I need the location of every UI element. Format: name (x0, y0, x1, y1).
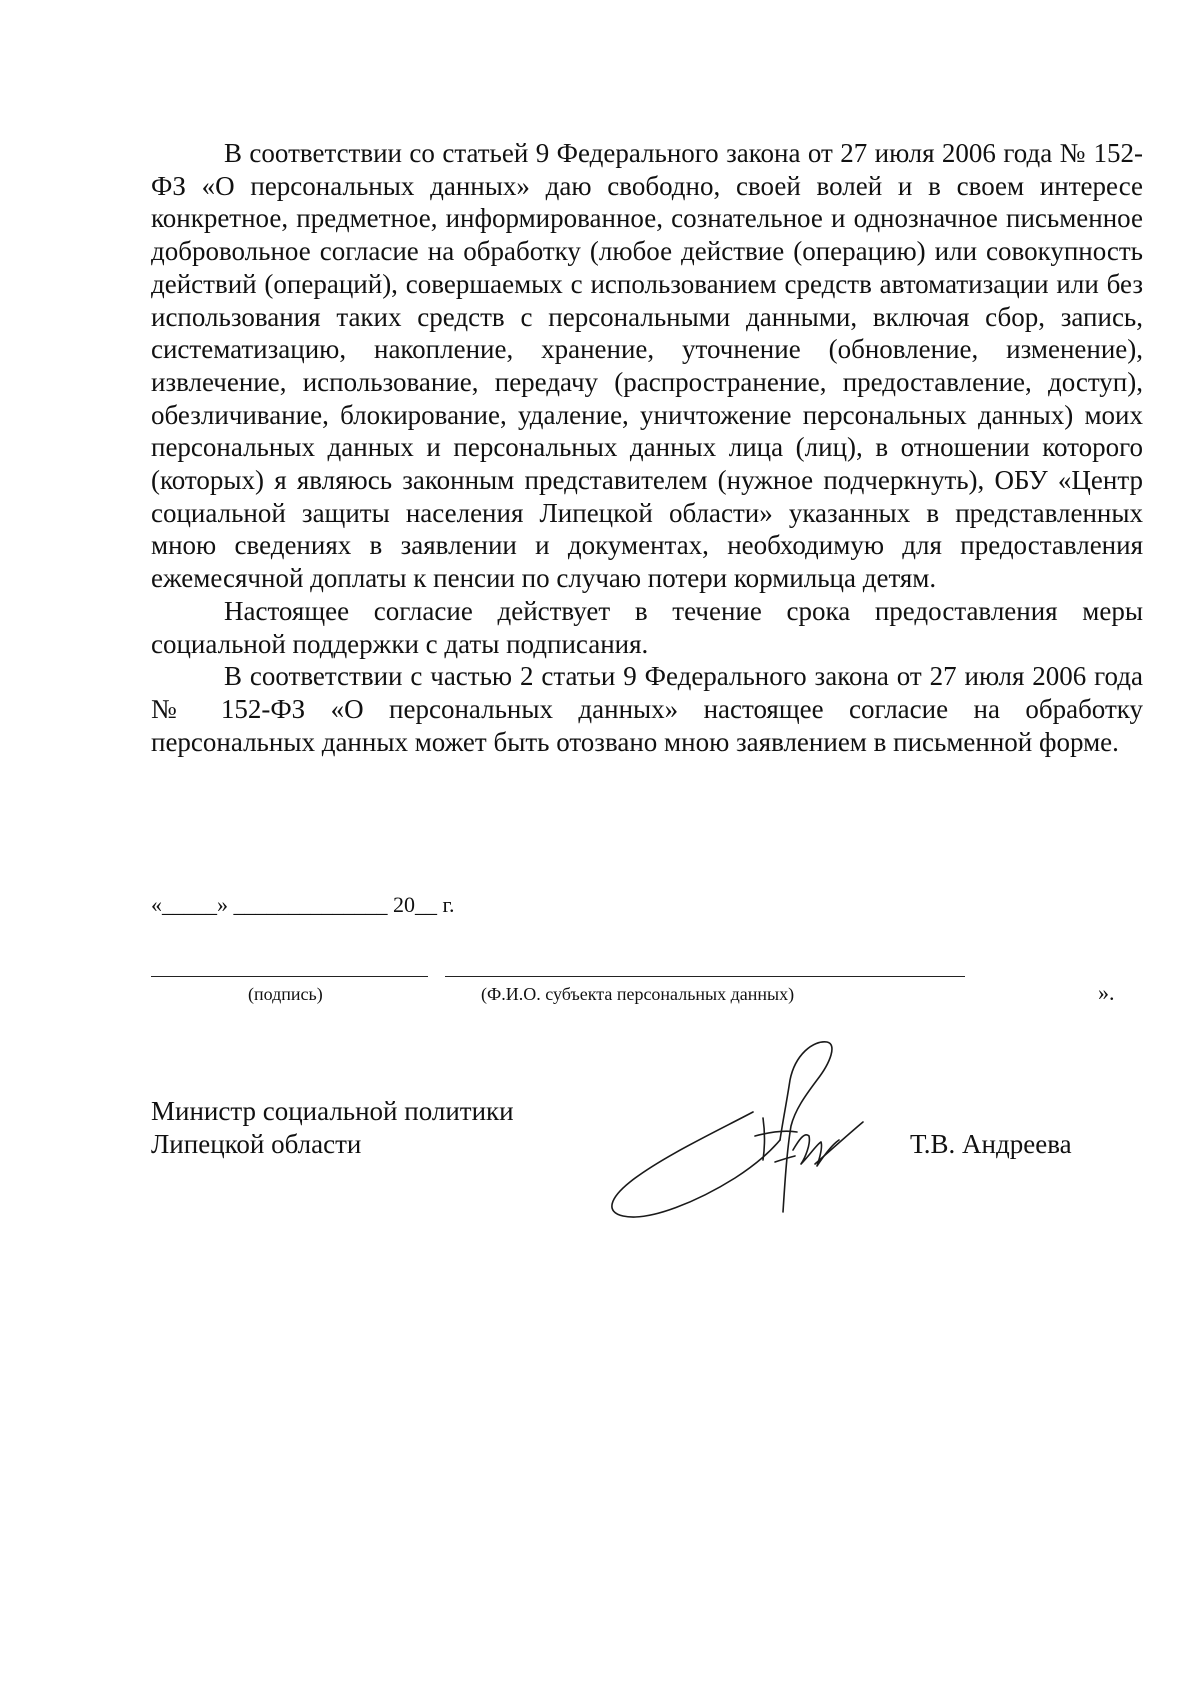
signature-caption: (подпись) (248, 984, 323, 1004)
handwritten-signature (605, 1040, 865, 1230)
position-line-1: Министр социальной политики (151, 1096, 514, 1126)
signer-position (151, 1095, 514, 1161)
paragraph-validity: Настоящее согласие действует в течение срока предоставления меры социальной поддержки с даты подписания. (151, 595, 1143, 659)
signature-underline (151, 976, 428, 977)
closing-quote: ». (1098, 980, 1115, 1005)
date-field-line: «_____» ______________ 20__ г. (151, 892, 455, 917)
consent-text (151, 137, 1143, 758)
name-caption: (Ф.И.О. субъекта персональных данных) (481, 984, 795, 1004)
signer-name: Т.В. Андреева (910, 1129, 1072, 1159)
paragraph-consent: В соответствии со статьей 9 Федерального закона от 27 июля 2006 года № 152-ФЗ «О персональных данных» даю свободно, своей волей и в своем интересе конкретное, предметное, информированное, сознательное и однозначное письменное добровольное согласие на обработку (любое действие (операцию) или совокупность действий (операций), совершаемых с использованием средств автоматизации или без использования таких средств с персональными данными, включая сбор, запись, систематизацию, накопление, хранение, уточнение (обновление, изменение), извлечение, использование, передачу (распространение, предоставление, доступ), обезличивание, блокирование, удаление, уничтожение персональных данных) моих персональных данных и персональных данных лица (лиц), в отношении которого (которых) я являюсь законным представителем (нужное подчеркнуть), ОБУ «Центр социальной защиты населения Липецкой области» указанных в представленных мною сведениях в заявлении и документах, необходимую для предоставления ежемесячной доплаты к пенсии по случаю потери кормильца детям. (151, 138, 1143, 594)
name-underline (445, 976, 965, 977)
paragraph-revocation: В соответствии с частью 2 статьи 9 Федерального закона от 27 июля 2006 года № 152-ФЗ «О персональных данных» настоящее согласие на обработку персональных данных может быть отозвано мною заявлением в письменной форме. (151, 661, 1143, 757)
position-line-2: Липецкой области (151, 1129, 362, 1159)
